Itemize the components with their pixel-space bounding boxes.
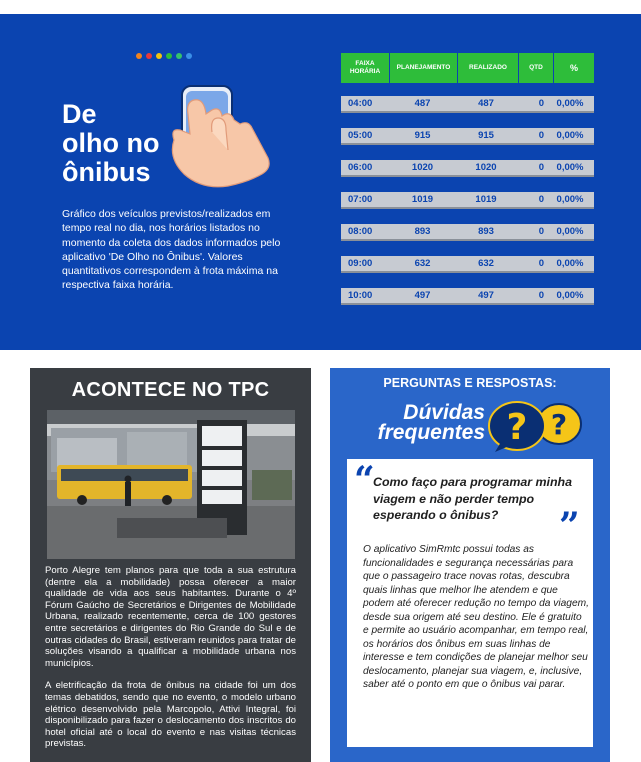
cell-done: 1020 <box>475 162 497 173</box>
faq-title <box>355 403 485 443</box>
cell-time: 07:00 <box>348 194 373 205</box>
cell-time: 04:00 <box>348 98 373 109</box>
table-row <box>341 224 594 241</box>
cell-planned: 893 <box>414 226 431 237</box>
cell-planned: 632 <box>414 258 431 269</box>
dot-blue <box>186 53 192 59</box>
news-paragraph-1: Porto Alegre tem planos para que toda a sua estrutura (dentre ela a mobilidade) possa oferecer a maior qualidade de vida aos seus habitantes. Durante o 4º Fórum Gaúcho de Secretários e Dirigentes de Mobilidade Urbana, realizado recentemente, cerca de 100 gestores entre secretários e dirigentes do Rio Grande do Sul e de outras cidades do Brasil, estiveram reunidos para tratar de soluções visando a qualificar a mobilidade urbana nos municípios. <box>45 565 296 669</box>
hero-description: Gráfico dos veículos previstos/realizados em tempo real no dia, nos horários listados no momento da coleta dos dados informados pelo aplicativo 'De Olho no Ônibus'. Valores quantitativos correspondem à frota máxima na respectiva faixa horária. <box>62 208 281 292</box>
hero-title-line-3: ônibus <box>62 157 151 187</box>
header-percent: % <box>554 53 594 83</box>
cell-percent: 0,00% <box>556 194 584 205</box>
cell-done: 497 <box>478 290 494 301</box>
cell-planned: 1020 <box>411 162 434 173</box>
dot-red <box>146 53 152 59</box>
table-row <box>341 96 594 113</box>
cell-planned: 1019 <box>411 194 434 205</box>
cell-done: 1019 <box>475 194 497 205</box>
cell-qty: 0 <box>538 162 544 173</box>
news-section <box>30 368 311 762</box>
cell-percent: 0,00% <box>556 162 584 173</box>
table-body <box>341 96 594 305</box>
svg-text:?: ? <box>506 407 528 448</box>
cell-qty: 0 <box>538 130 544 141</box>
table-row <box>341 288 594 305</box>
svg-text:?: ? <box>550 408 568 441</box>
cell-time: 09:00 <box>348 258 373 269</box>
cell-done: 487 <box>478 98 494 109</box>
cell-time: 05:00 <box>348 130 373 141</box>
cell-time: 10:00 <box>348 290 373 301</box>
news-paragraph-2: A eletrificação da frota de ônibus na cidade foi um dos temas debatidos, sendo que no evento, o modelo urbano elétrico desenvolvido pela Marcopolo, Attivi Integral, foi disponibilizado para fazer o deslocamento dos inscritos do hotel oficial até o local do evento e nas visitas técnicas previstas. <box>45 680 296 750</box>
header-planned: PLANEJAMENTO <box>390 53 457 83</box>
hero-title-line-2: olho no <box>62 128 160 158</box>
bus-station-photo <box>47 410 295 559</box>
cell-done: 632 <box>478 258 494 269</box>
cell-time: 08:00 <box>348 226 373 237</box>
dot-yellow <box>156 53 162 59</box>
table-header <box>341 53 594 83</box>
cell-qty: 0 <box>538 290 544 301</box>
cell-planned: 915 <box>414 130 431 141</box>
header-time-range: FAIXA HORÁRIA <box>341 53 389 83</box>
cell-percent: 0,00% <box>556 258 584 269</box>
faq-answer: O aplicativo SimRmtc possui todas as funcionalidades e segurança necessárias para que o passageiro trace novas rotas, descubra quais linhas que melhor lhe atendem e que podem até oferecer redução no tempo da viagem, desde sua origem até seu destino. Ele é gratuito e permite ao usuário acompanhar, em tempo real, os horários dos ônibus em suas linhas de interesse e tem condições de planejar melhor seu deslocamento, planejar sua viagem, e, inclusive, saber até o ponto em que o ônibus vai parar. <box>363 544 589 690</box>
header-done: REALIZADO <box>458 53 518 83</box>
dot-orange <box>136 53 142 59</box>
dot-green <box>166 53 172 59</box>
cell-done: 915 <box>478 130 494 141</box>
hero-title-line-1: De <box>62 99 97 129</box>
cell-planned: 487 <box>414 98 431 109</box>
cell-done: 893 <box>478 226 494 237</box>
cell-percent: 0,00% <box>556 226 584 237</box>
cell-percent: 0,00% <box>556 290 584 301</box>
cell-qty: 0 <box>538 258 544 269</box>
faq-title-line-2: frequentes <box>377 421 485 444</box>
cell-qty: 0 <box>538 226 544 237</box>
cell-planned: 497 <box>414 290 431 301</box>
faq-section <box>330 368 610 762</box>
decorative-dots <box>136 53 192 59</box>
hand-phone-icon <box>168 82 278 192</box>
header-qty: QTD <box>519 53 553 83</box>
table-row <box>341 160 594 177</box>
news-title: ACONTECE NO TPC <box>71 379 270 401</box>
faq-kicker: PERGUNTAS E RESPOSTAS: <box>383 376 557 390</box>
cell-percent: 0,00% <box>556 130 584 141</box>
cell-time: 06:00 <box>348 162 373 173</box>
dot-teal <box>176 53 182 59</box>
faq-card <box>347 459 593 747</box>
cell-percent: 0,00% <box>556 98 584 109</box>
news-body <box>45 565 296 750</box>
quote-open-icon: “ <box>354 459 375 501</box>
table-row <box>341 128 594 145</box>
vehicles-table <box>341 53 594 305</box>
faq-question: Como faço para programar minha viagem e não perder tempo esperando o ônibus? <box>373 475 572 522</box>
table-row <box>341 256 594 273</box>
table-row <box>341 192 594 209</box>
question-bubbles-icon <box>487 398 587 454</box>
quote-close-icon: ” <box>559 505 580 547</box>
cell-qty: 0 <box>538 194 544 205</box>
cell-qty: 0 <box>538 98 544 109</box>
faq-title-line-1: Dúvidas <box>403 401 485 424</box>
